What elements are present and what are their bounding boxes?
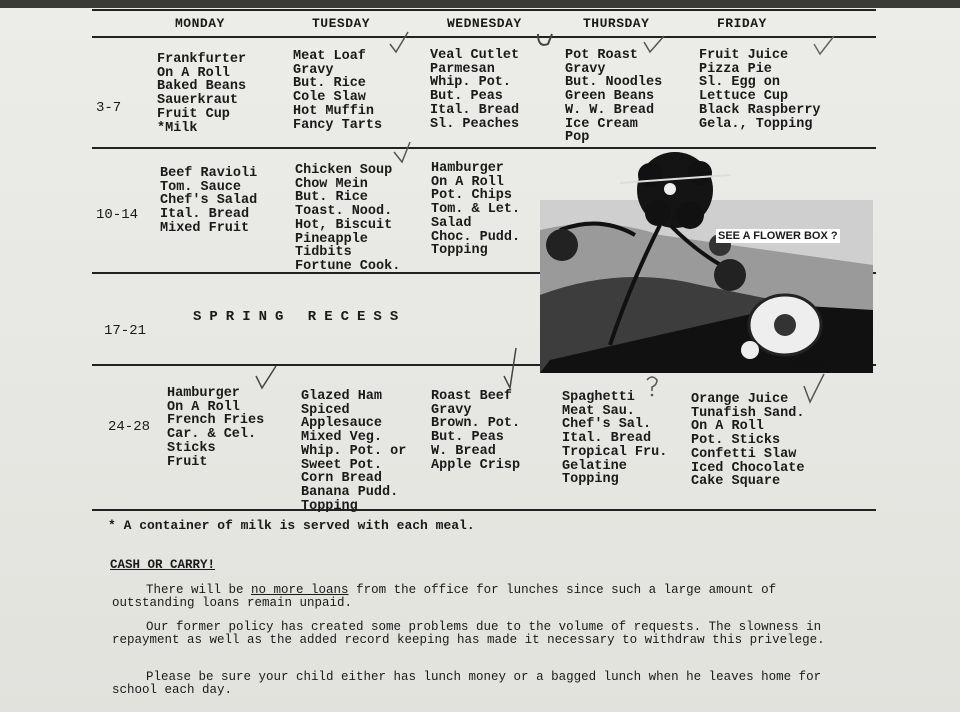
menu-cell: Veal Cutlet Parmesan Whip. Pot. But. Peas Ital. Bread Sl. Peaches [430,48,520,132]
menu-cell: Orange Juice Tunafish Sand. On A Roll Pot. Sticks Confetti Slaw Iced Chocolate Cake Square [691,392,805,490]
check-mark-icon [534,30,556,52]
menu-cell: Glazed Ham Spiced Applesauce Mixed Veg. Whip. Pot. or Sweet Pot. Corn Bread Banana Pudd. Topping [301,389,407,514]
menu-cell: Meat Loaf Gravy But. Rice Cole Slaw Hot Muffin Fancy Tarts [293,49,383,133]
menu-cell: Fruit Juice Pizza Pie Sl. Egg on Lettuce Cup Black Raspberry Gela., Topping [699,48,821,132]
check-mark-icon [254,364,278,390]
day-header-wednesday: WEDNESDAY [447,16,522,31]
menu-cell: Beef Ravioli Tom. Sauce Chef's Salad Ital. Bread Mixed Fruit [160,166,258,236]
question-mark-icon [643,374,661,398]
check-mark-icon [388,30,410,54]
menu-cell: Spaghetti Meat Sau. Chef's Sal. Ital. Bread Tropical Fru. Gelatine Topping [562,390,668,488]
week-label: 17-21 [104,323,147,339]
menu-cell: Pot Roast Gravy But. Noodles Green Beans W. W. Bread Ice Cream Pop [565,48,663,146]
top-edge [0,0,960,8]
check-mark-icon [642,34,666,54]
notice-paragraph-3 [112,671,832,697]
check-mark-icon [802,372,826,404]
notice-heading: CASH OR CARRY! [110,558,216,572]
menu-cell: Chicken Soup Chow Mein But. Rice Toast. Nood. Hot, Biscuit Pineapple Tidbits Fortune Cook. [295,163,401,274]
notice-text: There will be [146,583,252,597]
rule-week-4 [92,509,876,511]
day-header-tuesday: TUESDAY [312,16,371,31]
notice-paragraph-2 [112,621,832,647]
day-header-monday: MONDAY [175,16,225,31]
notice-text: from the office for lunches since such a large amount of outstanding loans remain unpaid. [112,583,777,610]
notice-text: Our former policy has created some problems due to the volume of requests. The slowness in repayment as well as the added record keeping has made it necessary to withdraw this privelege. [112,620,825,647]
week-label: 3-7 [96,100,122,116]
check-mark-icon [500,346,522,390]
flower-box-illustration [540,145,873,373]
menu-cell: Roast Beef Gravy Brown. Pot. But. Peas W. Bread Apple Crisp [431,389,521,473]
notice-emphasis: no more loans [251,583,349,597]
menu-cell: Hamburger On A Roll French Fries Car. & Cel. Sticks Fruit [167,386,265,470]
menu-cell: Frankfurter On A Roll Baked Beans Sauerkraut Fruit Cup *Milk [157,52,247,136]
day-header-friday: FRIDAY [717,16,767,31]
rule-header [92,36,876,38]
check-mark-icon [392,140,414,164]
spring-recess-label: SPRING RECESS [193,309,407,325]
notice-text: Please be sure your child either has lunch money or a bagged lunch when he leaves home for school each day. [112,670,822,697]
week-label: 10-14 [96,207,139,223]
artist-signature: berle [790,356,825,370]
rule-top [92,9,876,11]
milk-footnote: * A container of milk is served with each meal. [108,518,475,533]
notice-paragraph-1 [112,584,832,610]
week-label: 24-28 [108,419,151,435]
check-mark-icon [812,34,836,56]
menu-cell: Hamburger On A Roll Pot. Chips Tom. & Let. Salad Choc. Pudd. Topping [431,161,521,259]
flower-box-caption: SEE A FLOWER BOX ? [718,230,838,242]
day-header-thursday: THURSDAY [583,16,650,31]
